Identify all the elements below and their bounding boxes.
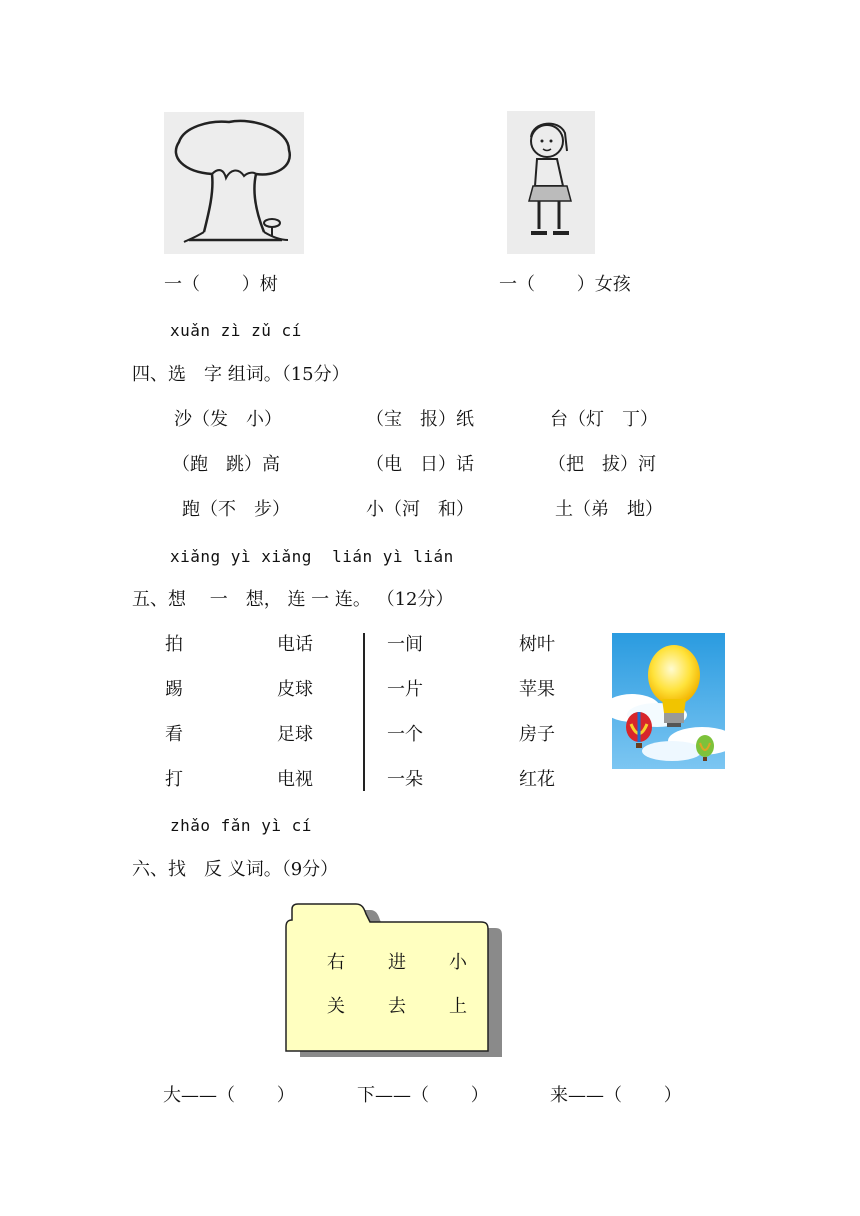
girl-picture xyxy=(507,111,595,254)
q5-title: 五、想 一 想， 连 一 连。 （12分） xyxy=(132,589,454,610)
folder-word: 去 xyxy=(388,996,406,1017)
object-word: 房子 xyxy=(519,724,555,745)
noun-word: 足球 xyxy=(277,724,313,745)
object-word: 红花 xyxy=(519,769,555,790)
object-word: 苹果 xyxy=(519,679,555,700)
folder-word: 小 xyxy=(449,952,467,973)
antonym-answer: 大——（ ） xyxy=(163,1085,295,1106)
word-choice-item: 沙（发 小） xyxy=(174,409,282,430)
antonym-answer: 下——（ ） xyxy=(357,1085,489,1106)
word-choice-item: 台（灯 丁） xyxy=(550,409,658,430)
noun-word: 皮球 xyxy=(277,679,313,700)
word-choice-item: 小（河 和） xyxy=(366,499,474,520)
fill-item-girl: 一（ ）女孩 xyxy=(499,274,631,295)
q4-pinyin: xuǎn zì zǔ cí xyxy=(170,321,302,340)
word-choice-item: 跑（不 步） xyxy=(182,499,290,520)
folder-word: 关 xyxy=(327,996,345,1017)
word-choice-item: （电 日）话 xyxy=(366,454,474,475)
antonym-answer: 来——（ ） xyxy=(550,1085,682,1106)
column-divider xyxy=(363,633,365,791)
folder-word: 进 xyxy=(388,952,406,973)
noun-word: 电话 xyxy=(277,634,313,655)
word-folder xyxy=(285,902,505,1059)
object-word: 树叶 xyxy=(519,634,555,655)
word-choice-item: （把 拔）河 xyxy=(548,454,656,475)
tree-picture xyxy=(164,112,304,254)
q5-pinyin: xiǎng yì xiǎng lián yì lián xyxy=(170,547,454,566)
verb-word: 拍 xyxy=(165,634,183,655)
verb-word: 打 xyxy=(165,769,183,790)
folder-word: 右 xyxy=(327,952,345,973)
verb-word: 踢 xyxy=(165,679,183,700)
measure-word: 一间 xyxy=(387,634,423,655)
word-choice-item: （跑 跳）高 xyxy=(172,454,280,475)
light-bulb-picture xyxy=(612,633,725,769)
verb-word: 看 xyxy=(165,724,183,745)
measure-word: 一朵 xyxy=(387,769,423,790)
q6-title: 六、找 反 义词。（9分） xyxy=(132,859,339,880)
tree-icon xyxy=(164,112,304,254)
measure-word: 一片 xyxy=(387,679,423,700)
q6-pinyin: zhǎo fǎn yì cí xyxy=(170,816,312,835)
word-choice-item: （宝 报）纸 xyxy=(366,409,474,430)
light-bulb-balloons-icon xyxy=(612,633,725,769)
measure-word: 一个 xyxy=(387,724,423,745)
girl-icon xyxy=(507,111,595,254)
fill-item-tree: 一（ ）树 xyxy=(164,274,278,295)
word-choice-item: 土（弟 地） xyxy=(555,499,663,520)
q4-title: 四、选 字 组词。（15分） xyxy=(132,364,350,385)
folder-word: 上 xyxy=(449,996,467,1017)
noun-word: 电视 xyxy=(277,769,313,790)
